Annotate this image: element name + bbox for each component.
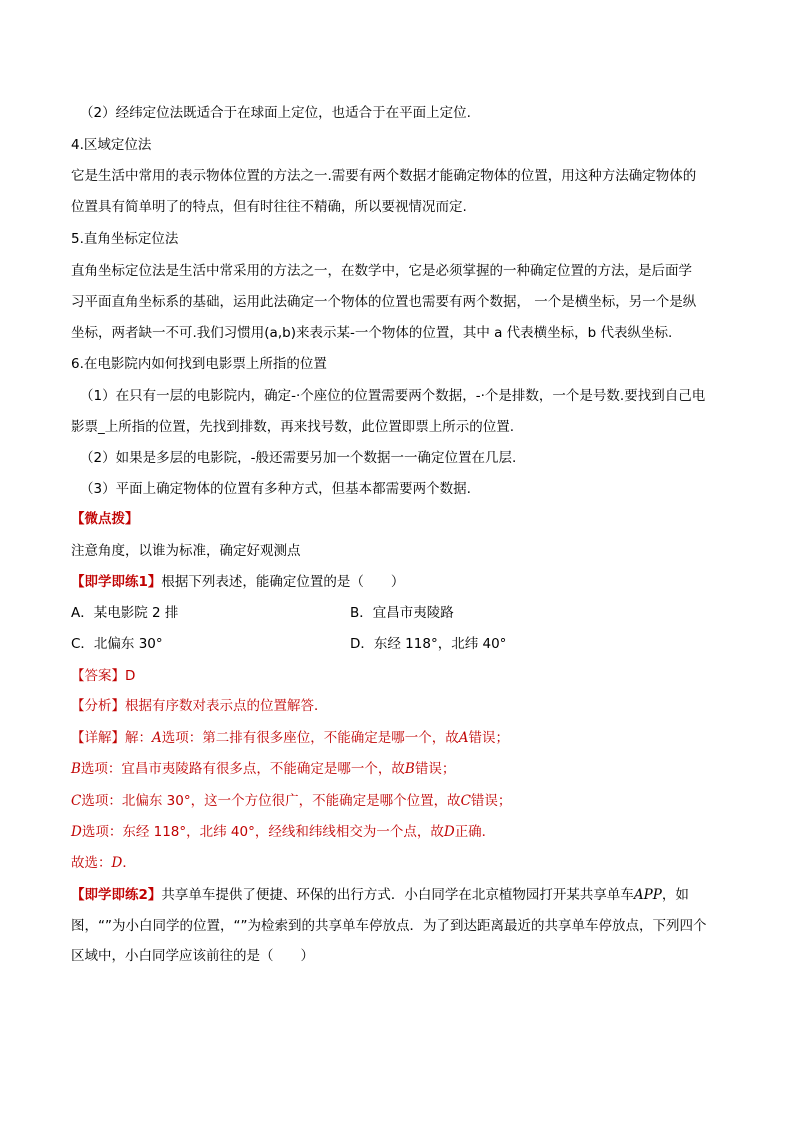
detail-text: 正确． — [454, 824, 496, 840]
practice-1-question — [71, 572, 731, 592]
practice-2-label: 【即学即练2】 — [71, 887, 162, 903]
option-letter: D — [443, 824, 455, 840]
practice-1-question-text: 根据下列表述，能确定位置的是（ ） — [161, 574, 405, 590]
tip-text: 注意角度，以谁为标准，确定好观测点 — [71, 543, 301, 559]
paragraph-6-1-line-1: （1）在只有一层的电影院内，确定-·个座位的位置需要两个数据，-·个是排数，一个是号数.要找到自己电 — [80, 388, 706, 404]
option-letter: D — [111, 855, 123, 871]
detail-text: 错误； — [414, 761, 456, 777]
detail-text: 选项：东经 118°，北纬 40°，经线和纬线相交为一个点，故 — [81, 824, 444, 840]
option-letter: A — [152, 730, 162, 746]
detail-text: 错误； — [470, 793, 512, 809]
paragraph-6-2: （2）如果是多层的电影院，-般还需要另加一个数据一一确定位置在几层. — [80, 450, 517, 466]
detail-text: 选项：第二排有很多座位，不能确定是哪一个，故 — [161, 730, 459, 746]
option-letter: C — [460, 793, 471, 809]
option-letter: D — [71, 824, 82, 840]
detail-line-3 — [71, 791, 731, 811]
detail-line-2 — [71, 759, 731, 779]
option-c: C．北偏东 30° — [71, 636, 163, 652]
option-letter: A — [458, 730, 469, 746]
analysis: 【分析】根据有序数对表示点的位置解答． — [71, 698, 328, 714]
paragraph-6-1-line-2: 影票_上所指的位置，先找到排数，再来找号数，此位置即票上所示的位置. — [71, 419, 515, 435]
heading-4: 4.区域定位法 — [71, 137, 152, 153]
paragraph-5-line-2: 习平面直角坐标系的基础，运用此法确定一个物体的位置也需要有两个数据， 一个是横坐标，另一个是纵 — [71, 294, 697, 310]
paragraph-5-line-1: 直角坐标定位法是生活中常采用的方法之一，在数学中，它是必须掌握的一种确定位置的方法，是后面学 — [71, 263, 692, 279]
practice-2-line-3: 区域中，小白同学应该前往的是（ ） — [71, 948, 314, 964]
practice-2-line-2: 图，“”为小白同学的位置，“”为检索到的共享单车停放点．为了到达距离最近的共享单车停放点，下列四个 — [71, 918, 707, 934]
paragraph-5-line-3: 坐标，两者缺一不可.我们习惯用(a,b)来表示某-一个物体的位置，其中 a 代表横坐标，b 代表纵坐标. — [71, 325, 673, 341]
answer: 【答案】D — [71, 668, 136, 684]
detail-line-4 — [71, 822, 731, 842]
conclusion — [71, 853, 731, 873]
practice-2-line-1 — [71, 885, 731, 905]
option-letter: B — [71, 761, 81, 777]
detail-text: 错误； — [468, 730, 509, 746]
option-letter: C — [71, 793, 82, 809]
detail-text: 解： — [125, 730, 152, 746]
heading-5: 5.直角坐标定位法 — [71, 231, 179, 247]
paragraph-4-line-2: 位置具有简单明了的特点，但有时往往不精确，所以要视情况而定. — [71, 199, 467, 215]
app-term: APP — [633, 887, 662, 903]
conclusion-text: 故选： — [71, 855, 112, 871]
conclusion-text: ． — [122, 855, 136, 871]
detail-line-1 — [71, 728, 731, 748]
paragraph-4-line-1: 它是生活中常用的表示物体位置的方法之一.需要有两个数据才能确定物体的位置，用这种方法确定物体的 — [71, 168, 697, 184]
practice-1-label: 【即学即练1】 — [71, 574, 162, 590]
option-d: D．东经 118°，北纬 40° — [350, 636, 507, 652]
tip-label: 【微点拨】 — [71, 511, 139, 527]
detail-text: 选项：北偏东 30°，这一个方位很广，不能确定是哪个位置，故 — [81, 793, 461, 809]
paragraph-3-2: （2）经纬定位法既适合于在球面上定位，也适合于在平面上定位. — [80, 105, 471, 121]
option-letter: B — [404, 761, 415, 777]
practice-2-text: ，如 — [661, 887, 689, 903]
option-a: A．某电影院 2 排 — [71, 605, 179, 621]
practice-2-text: 共享单车提供了便捷、环保的出行方式．小白同学在北京植物园打开某共享单车 — [161, 887, 634, 903]
detail-label: 【详解】 — [71, 730, 125, 746]
heading-6: 6.在电影院内如何找到电影票上所指的位置 — [71, 356, 327, 372]
paragraph-6-3: （3）平面上确定物体的位置有多种方式，但基本都需要两个数据. — [80, 481, 471, 497]
option-b: B．宜昌市夷陵路 — [350, 605, 454, 621]
detail-text: 选项：宜昌市夷陵路有很多点，不能确定是哪一个，故 — [80, 761, 405, 777]
